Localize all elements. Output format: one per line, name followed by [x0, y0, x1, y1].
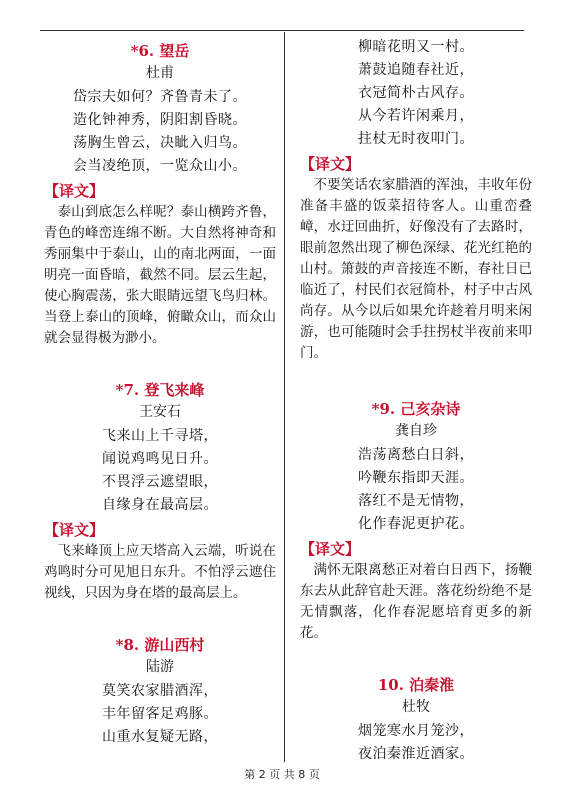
poem-line: 自缘身在最高层。 [102, 497, 218, 513]
poem-author: 杜甫 [146, 65, 174, 81]
poem-line: 浩荡离愁白日斜， [358, 447, 474, 463]
poem-line: 会当凌绝顶，一览众山小。 [73, 158, 247, 174]
poem-line: 化作春泥更护花。 [358, 516, 474, 532]
poem-line: 拄杖无时夜叩门。 [358, 131, 474, 147]
translation-text: 不要笑话农家腊酒的浑浊，丰收年份准备丰盛的饭菜招待客人。山重峦叠嶂，水迂回曲折，好像没有了去路时，眼前忽然出现了柳色深绿、花光红艳的山村。箫鼓的声音接连不断，春社日已临近了，村民们衣冠简朴，村子中古风尚存。从今以后如果允许趁着月明来闲游，也可能随时会手拄拐杖半夜前来叩门。 [300, 177, 532, 361]
poem-title: *7. 登飞来峰 [115, 381, 205, 399]
poem-line: 烟笼寒水月笼沙， [358, 723, 474, 739]
poem-title: *8. 游山西村 [115, 636, 205, 654]
translation-text: 飞来峰顶上应天塔高入云端，听说在鸡鸣时分可见旭日东升。不怕浮云遮住视线，只因为身在塔的最高层上。 [44, 543, 276, 601]
poem-title: *6. 望岳 [130, 42, 190, 60]
poem-line: 柳暗花明又一村。 [358, 39, 474, 55]
poem-title: 10. 泊秦淮 [377, 676, 455, 694]
translation-label: 【译文】 [300, 540, 361, 558]
translation-label: 【译文】 [300, 155, 361, 173]
poem-8 [44, 634, 276, 749]
poem-line: 吟鞭东指即天涯。 [358, 470, 474, 486]
poem-line: 衣冠简朴古风存。 [358, 85, 474, 101]
poem-line: 造化钟神秀，阴阳割昏晓。 [73, 112, 247, 128]
poem-line: 夜泊秦淮近酒家。 [358, 746, 474, 762]
poem-line: 从今若许闲乘月， [358, 108, 474, 124]
poem-author: 龚自珍 [395, 423, 437, 439]
column-divider [284, 32, 285, 762]
poem-title: *9. 己亥杂诗 [371, 400, 461, 418]
poem-10 [300, 674, 532, 766]
poem-8-continued [300, 36, 532, 364]
poem-line: 落红不是无情物， [358, 493, 474, 509]
left-column [44, 32, 276, 749]
poem-author: 杜牧 [402, 699, 430, 715]
poem-line: 丰年留客足鸡豚。 [102, 706, 218, 722]
poem-line: 闻说鸡鸣见日升。 [102, 451, 218, 467]
translation-text: 满怀无限离愁正对着白日西下，扬鞭东去从此辞官赴天涯。落花纷纷绝不是无情飘落，化作春泥愿培育更多的新花。 [300, 562, 532, 641]
poem-9 [300, 398, 532, 644]
poem-6 [44, 40, 276, 349]
page-number: 第 2 页 共 8 页 [244, 768, 320, 781]
poem-7 [44, 379, 276, 604]
poem-line: 飞来山上千寻塔， [102, 428, 218, 444]
translation-label: 【译文】 [44, 182, 105, 200]
poem-line: 山重水复疑无路， [102, 729, 218, 745]
translation-label: 【译文】 [44, 521, 105, 539]
poem-author: 陆游 [146, 659, 174, 675]
poem-line: 岱宗夫如何？齐鲁青未了。 [73, 89, 247, 105]
poem-line: 荡胸生曾云，决眦入归鸟。 [73, 135, 247, 151]
poem-line: 萧鼓追随春社近， [358, 62, 474, 78]
right-column [300, 32, 532, 766]
translation-text: 泰山到底怎么样呢？泰山横跨齐鲁，青色的峰峦连绵不断。大自然将神奇和秀丽集中于泰山，山的南北两面，一面明亮一面昏暗，截然不同。层云生起，使心胸震荡，张大眼睛远望飞鸟归林。当登上泰山的顶峰，俯瞰众山，而众山就会显得极为渺小。 [44, 204, 276, 346]
poem-author: 王安石 [139, 404, 181, 420]
poem-line: 不畏浮云遮望眼， [102, 474, 218, 490]
poem-line: 莫笑农家腊酒浑， [102, 683, 218, 699]
top-rule [40, 30, 524, 31]
